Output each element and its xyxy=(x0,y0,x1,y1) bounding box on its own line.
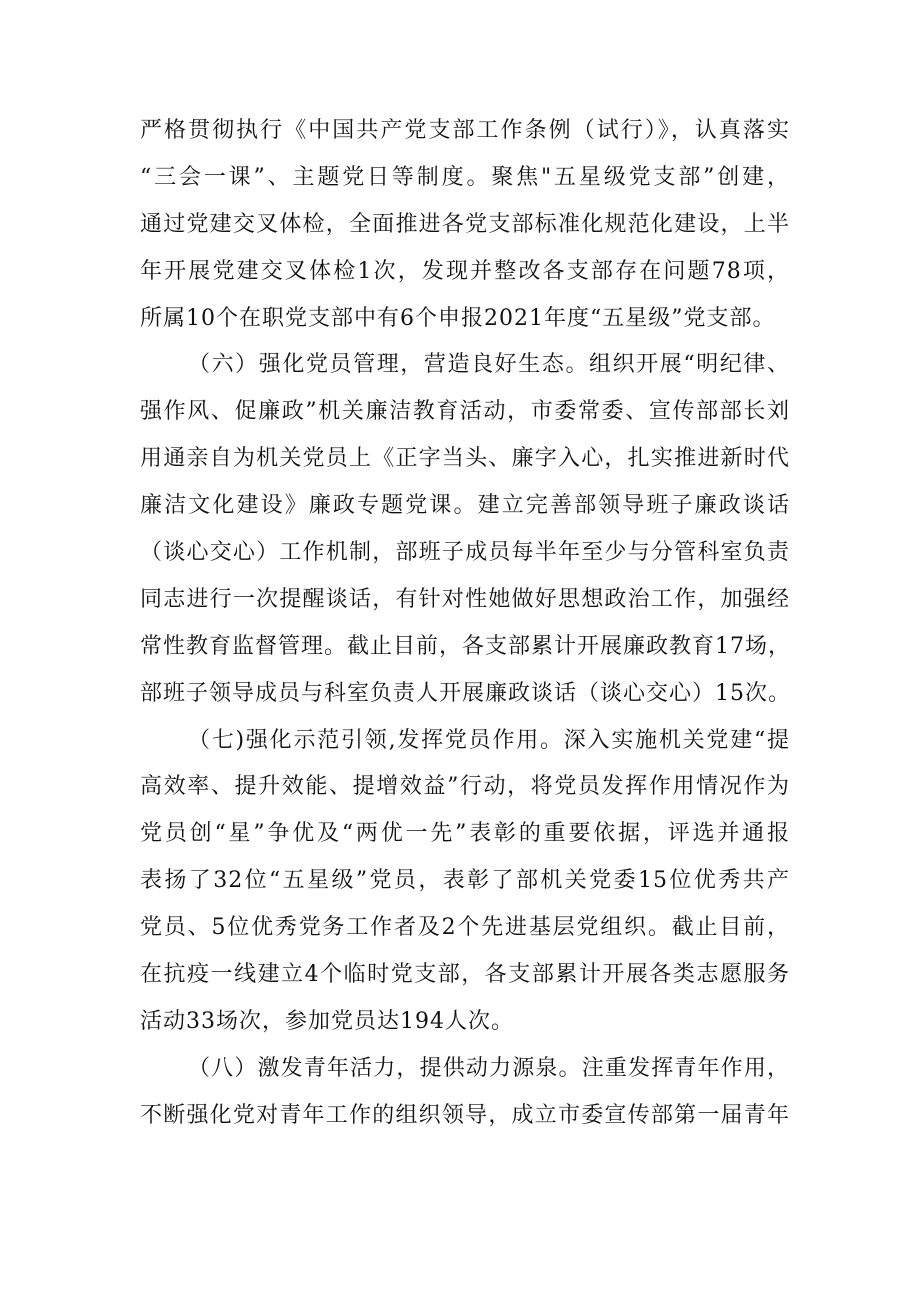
text-line: 不断强化党对青年工作的组织领导，成立市委宣传部第一届青年 xyxy=(140,1102,790,1128)
text-line: 强作风、促廉政”机关廉洁教育活动，市委常委、宣传部部长刘 xyxy=(140,399,790,425)
text-line: 在抗疫一线建立4个临时党支部，各支部累计开展各类志愿服务 xyxy=(140,962,790,988)
paragraph-heading-line: （六）强化党员管理，营造良好生态。组织开展“明纪律、 xyxy=(188,352,790,378)
text-line: 部班子领导成员与科室负责人开展廉政谈话（谈心交心）15次。 xyxy=(140,680,791,706)
paragraph-heading-line: （八）激发青年活力，提供动力源泉。注重发挥青年作用， xyxy=(188,1055,790,1081)
text-line: 所属10个在职党支部中有6个申报2021年度“五星级”党支部。 xyxy=(140,305,776,331)
text-line: 严格贯彻执行《中国共产党支部工作条例（试行）》，认真落实 xyxy=(140,118,790,143)
text-line: 用通亲自为机关党员上《正字当头、廉字入心，扎实推进新时代 xyxy=(140,446,790,472)
text-line: 通过党建交叉体检，全面推进各党支部标准化规范化建设，上半 xyxy=(140,211,790,237)
paragraph-heading-line: （七)强化示范引领,发挥党员作用。深入实施机关党建“提 xyxy=(188,727,790,753)
text-line: 年开展党建交叉体检1次，发现并整改各支部存在问题78项， xyxy=(140,258,790,284)
text-line: 党员创“星”争优及“两优一先”表彰的重要依据，评选并通报 xyxy=(140,821,790,847)
text-line: 高效率、提升效能、提增效益”行动，将党员发挥作用情况作为 xyxy=(140,774,790,800)
text-line: 活动33场次，参加党员达194人次。 xyxy=(140,1008,514,1034)
text-line: 党员、5位优秀党务工作者及2个先进基层党组织。截止目前， xyxy=(140,915,790,941)
text-line: “三会一课”、主题党日等制度。聚焦"五星级党支部”创建， xyxy=(140,164,790,190)
text-line: 廉洁文化建设》廉政专题党课。建立完善部领导班子廉政谈话 xyxy=(140,493,790,519)
text-line: 常性教育监督管理。截止目前，各支部累计开展廉政教育17场， xyxy=(140,633,791,659)
text-line: 同志进行一次提醒谈话，有针对性她做好思想政治工作，加强经 xyxy=(140,586,790,612)
text-line: 表扬了32位“五星级”党员，表彰了部机关党委15位优秀共产 xyxy=(140,868,790,894)
document-body xyxy=(140,108,790,1140)
text-line: （谈心交心）工作机制，部班子成员每半年至少与分管科室负责 xyxy=(140,540,790,566)
